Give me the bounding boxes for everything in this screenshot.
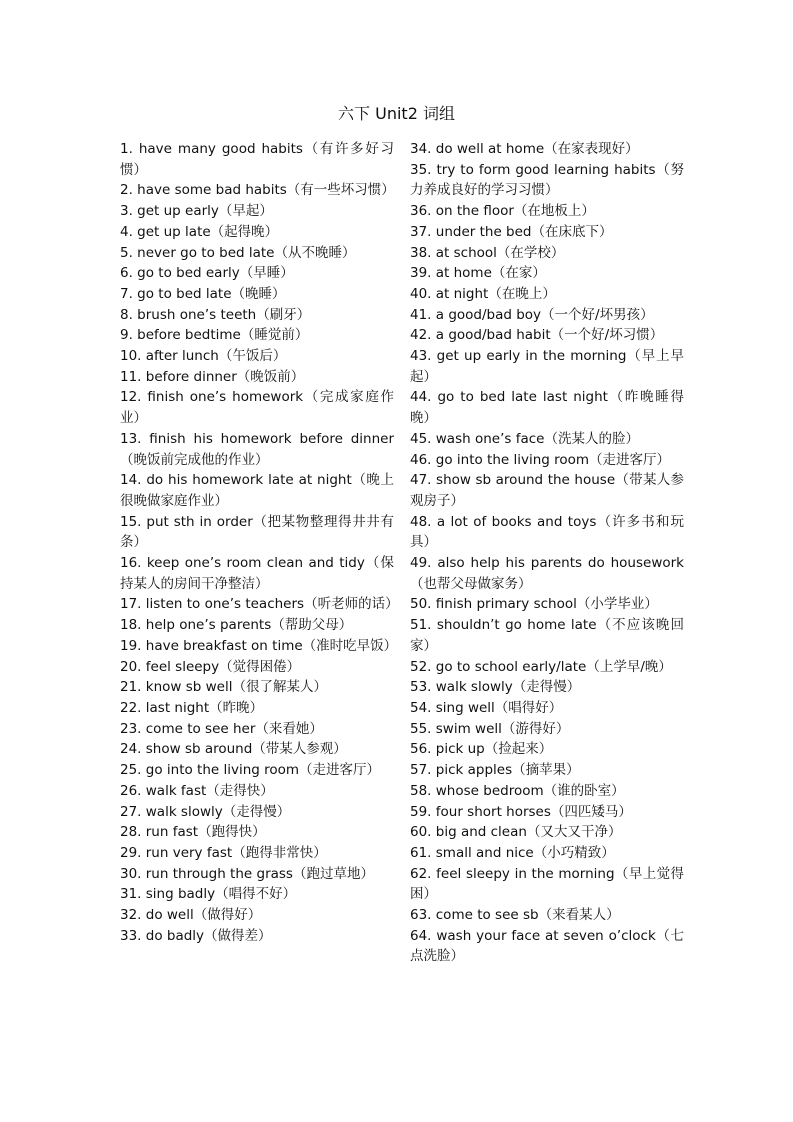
- phrase-entry: 12. finish one’s homework（完成家庭作业）: [120, 389, 394, 427]
- phrase-entry: 38. at school（在学校）: [410, 244, 565, 261]
- phrase-entry: 36. on the floor（在地板上）: [410, 203, 595, 220]
- phrase-entry: 43. get up early in the morning（早上早起）: [410, 348, 684, 385]
- phrase-entry: 23. come to see her（来看她）: [120, 720, 323, 737]
- phrase-entry: 33. do badly（做得差）: [120, 927, 272, 944]
- phrase-entry: 58. whose bedroom（谁的卧室）: [410, 782, 625, 799]
- phrase-entry: 34. do well at home（在家表现好）: [410, 141, 639, 157]
- phrase-entry: 18. help one’s parents（帮助父母）: [120, 617, 353, 634]
- phrase-entry: 7. go to bed late（晚睡）: [120, 285, 286, 302]
- phrase-entry: 9. before bedtime（睡觉前）: [120, 327, 309, 344]
- phrase-entry: 48. a lot of books and toys（许多书和玩具）: [410, 513, 684, 551]
- phrase-entry: 52. go to school early/late（上学早/晚）: [410, 658, 672, 675]
- phrase-entry: 20. feel sleepy（觉得困倦）: [120, 658, 301, 675]
- phrase-entry: 59. four short horses（四匹矮马）: [410, 803, 632, 820]
- phrase-entry: 46. go into the living room（走进客厅）: [410, 451, 671, 468]
- phrase-entry: 16. keep one’s room clean and tidy（保持某人的房间干净整洁）: [120, 555, 394, 592]
- phrase-entry: 28. run fast（跑得快）: [120, 824, 266, 841]
- phrase-list-left: [120, 139, 399, 946]
- phrase-entry: 11. before dinner（晚饭前）: [120, 368, 305, 385]
- phrase-entry: 3. get up early（早起）: [120, 203, 273, 220]
- phrase-entry: 30. run through the grass（跑过草地）: [120, 865, 374, 882]
- phrase-entry: 47. show sb around the house（带某人参观房子）: [410, 472, 684, 509]
- phrase-entry: 17. listen to one’s teachers（听老师的话）: [120, 596, 399, 613]
- page-title: 六下 Unit2 词组: [338, 104, 455, 123]
- phrase-entry: 41. a good/bad boy（一个好/坏男孩）: [410, 306, 654, 323]
- phrase-entry: 1. have many good habits（有许多好习惯）: [120, 141, 394, 178]
- phrase-entry: 64. wash your face at seven o’clock（七点洗脸）: [410, 927, 684, 965]
- phrase-entry: 26. walk fast（走得快）: [120, 782, 274, 799]
- phrase-entry: 60. big and clean（又大又干净）: [410, 824, 622, 841]
- phrase-entry: 49. also help his parents do housework（也帮父母做家务）: [410, 555, 684, 592]
- phrase-entry: 29. run very fast（跑得非常快）: [120, 844, 327, 861]
- phrase-entry: 15. put sth in order（把某物整理得井井有条）: [120, 513, 394, 551]
- phrase-entry: 19. have breakfast on time（准时吃早饭）: [120, 637, 398, 654]
- phrase-entry: 8. brush one’s teeth（刷牙）: [120, 306, 311, 323]
- phrase-entry: 22. last night（昨晚）: [120, 699, 264, 716]
- phrase-entry: 61. small and nice（小巧精致）: [410, 844, 615, 861]
- phrase-entry: 10. after lunch（午饭后）: [120, 348, 287, 365]
- phrase-entry: 13. finish his homework before dinner（晚饭前完成他的作业）: [120, 430, 394, 468]
- phrase-entry: 63. come to see sb（来看某人）: [410, 907, 620, 924]
- phrase-entry: 35. try to form good learning habits（努力养成良好的学习习惯）: [410, 161, 684, 199]
- phrase-entry: 4. get up late（起得晚）: [120, 223, 279, 240]
- phrase-entry: 51. shouldn’t go home late（不应该晚回家）: [410, 617, 684, 654]
- phrase-entry: 53. walk slowly（走得慢）: [410, 679, 581, 696]
- phrase-entry: 50. finish primary school（小学毕业）: [410, 596, 658, 613]
- phrase-entry: 62. feel sleepy in the morning（早上觉得困）: [410, 865, 684, 903]
- phrase-entry: 44. go to bed late last night（昨晚睡得晚）: [410, 389, 684, 427]
- phrase-entry: 6. go to bed early（早睡）: [120, 265, 294, 282]
- phrase-entry: 55. swim well（游得好）: [410, 720, 570, 737]
- phrase-entry: 24. show sb around（带某人参观）: [120, 741, 347, 758]
- phrase-entry: 45. wash one’s face（洗某人的脸）: [410, 430, 639, 447]
- phrase-entry: 21. know sb well（很了解某人）: [120, 679, 327, 696]
- phrase-entry: 37. under the bed（在床底下）: [410, 223, 613, 240]
- phrase-entry: 54. sing well（唱得好）: [410, 699, 563, 716]
- phrase-entry: 25. go into the living room（走进客厅）: [120, 762, 381, 779]
- phrase-entry: 32. do well（做得好）: [120, 907, 262, 924]
- phrase-entry: 5. never go to bed late（从不晚睡）: [120, 244, 356, 261]
- phrase-entry: 31. sing badly（唱得不好）: [120, 886, 297, 903]
- phrase-entry: 39. at home（在家）: [410, 265, 546, 282]
- phrase-entry: 57. pick apples（摘苹果）: [410, 762, 580, 779]
- phrase-entry: 27. walk slowly（走得慢）: [120, 803, 291, 820]
- phrase-list-right: [410, 139, 684, 967]
- phrase-entry: 40. at night（在晚上）: [410, 285, 556, 302]
- phrase-entry: 56. pick up（捡起来）: [410, 741, 553, 758]
- phrase-entry: 14. do his homework late at night（晚上很晚做家庭作业）: [120, 472, 394, 509]
- phrase-entry: 2. have some bad habits（有一些坏习惯）: [120, 182, 395, 199]
- phrase-entry: 42. a good/bad habit（一个好/坏习惯）: [410, 327, 664, 344]
